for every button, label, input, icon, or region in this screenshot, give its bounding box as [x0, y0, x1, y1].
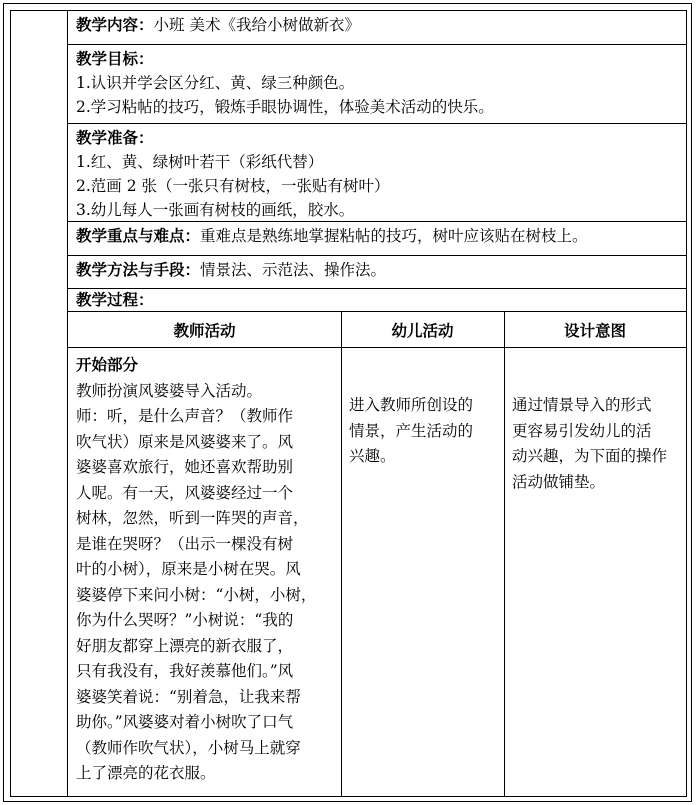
teacher-text-line: 婆婆喜欢旅行，她还喜欢帮助别 — [76, 458, 294, 476]
prep-item: 3.幼儿每人一张画有树枝的画纸，胶水。 — [76, 201, 355, 219]
teacher-text-line: 吹气状）原来是风婆婆来了。风 — [76, 432, 294, 451]
child-activity-text — [349, 393, 496, 470]
teacher-text-line: 人呢。有一天，风婆婆经过一个 — [76, 483, 294, 502]
content-row — [68, 11, 686, 45]
teacher-text-line: 好朋友都穿上漂亮的新衣服了， — [76, 636, 294, 655]
method-label: 教学方法与手段： — [76, 261, 201, 279]
teacher-text-line: 叶的小树），原来是小树在哭。风 — [76, 560, 301, 578]
child-text-line: 情景，产生活动的 — [349, 421, 474, 440]
page-frame — [3, 3, 692, 802]
prep-row — [68, 124, 686, 222]
prep-item: 1.红、黄、绿树叶若干（彩纸代替） — [76, 153, 324, 171]
child-activity-cell — [341, 349, 504, 796]
prep-label: 教学准备： — [76, 129, 154, 147]
goals-row — [68, 45, 686, 124]
lesson-plan-table — [10, 10, 687, 797]
key-label: 教学重点与难点： — [76, 227, 201, 245]
prep-item: 2.范画 2 张（一张只有树枝，一张贴有树叶） — [76, 177, 390, 195]
goal-item: 2.学习粘帖的技巧，锻炼手眼协调性，体验美术活动的快乐。 — [76, 98, 494, 116]
key-value: 重难点是熟练地掌握粘帖的技巧，树叶应该贴在树枝上。 — [200, 227, 588, 245]
teacher-text-line: 树林，忽然，听到一阵哭的声音， — [76, 509, 309, 527]
header-teacher: 教师活动 — [68, 312, 341, 348]
teacher-text-line: 师：听，是什么声音？（教师作 — [76, 407, 294, 425]
key-points-row — [68, 222, 686, 256]
teacher-text-line: 只有我没有，我好羡慕他们。”风 — [76, 662, 294, 680]
method-value: 情景法、示范法、操作法。 — [200, 261, 387, 279]
teacher-text-line: 婆婆停下来问小树：“小树，小树， — [76, 585, 317, 604]
teacher-activity-cell — [68, 349, 341, 796]
teacher-text-line: 上了漂亮的花衣服。 — [76, 764, 216, 782]
goals-label: 教学目标： — [76, 50, 154, 68]
header-intent: 设计意图 — [504, 312, 686, 348]
teacher-activity-text — [76, 379, 333, 787]
teacher-text-line: 教师扮演风婆婆导入活动。 — [76, 381, 263, 400]
teacher-text-line: 你为什么哭呀？”小树说：“我的 — [76, 611, 294, 629]
child-text-line: 兴趣。 — [349, 447, 396, 465]
intent-text-line: 通过情景导入的形式 — [512, 396, 652, 414]
teacher-text-line: 婆婆笑着说：“别着急，让我来帮 — [76, 687, 301, 706]
left-margin-column — [11, 11, 68, 796]
design-intent-text — [512, 393, 678, 495]
intent-text-line: 动兴趣，为下面的操作 — [512, 447, 668, 465]
process-label: 教学过程： — [76, 291, 154, 309]
lesson-content — [68, 11, 686, 796]
content-label: 教学内容： — [76, 16, 154, 34]
design-intent-cell — [504, 349, 686, 796]
teacher-text-line: 是谁在哭呀？（出示一棵没有树 — [76, 534, 294, 553]
teacher-section-title: 开始部分 — [76, 356, 139, 374]
teacher-text-line: （教师作吹气状），小树马上就穿 — [76, 738, 301, 757]
process-row — [68, 289, 686, 312]
process-table — [68, 312, 686, 796]
header-child: 幼儿活动 — [341, 312, 504, 348]
goal-item: 1.认识并学会区分红、黄、绿三种颜色。 — [76, 74, 355, 92]
content-value: 小班 美术《我给小树做新衣》 — [153, 16, 360, 34]
method-row — [68, 256, 686, 289]
intent-text-line: 活动做铺垫。 — [512, 472, 606, 491]
teacher-text-line: 助你。”风婆婆对着小树吹了口气 — [76, 713, 294, 731]
intent-text-line: 更容易引发幼儿的活 — [512, 421, 652, 440]
child-text-line: 进入教师所创设的 — [349, 396, 474, 414]
